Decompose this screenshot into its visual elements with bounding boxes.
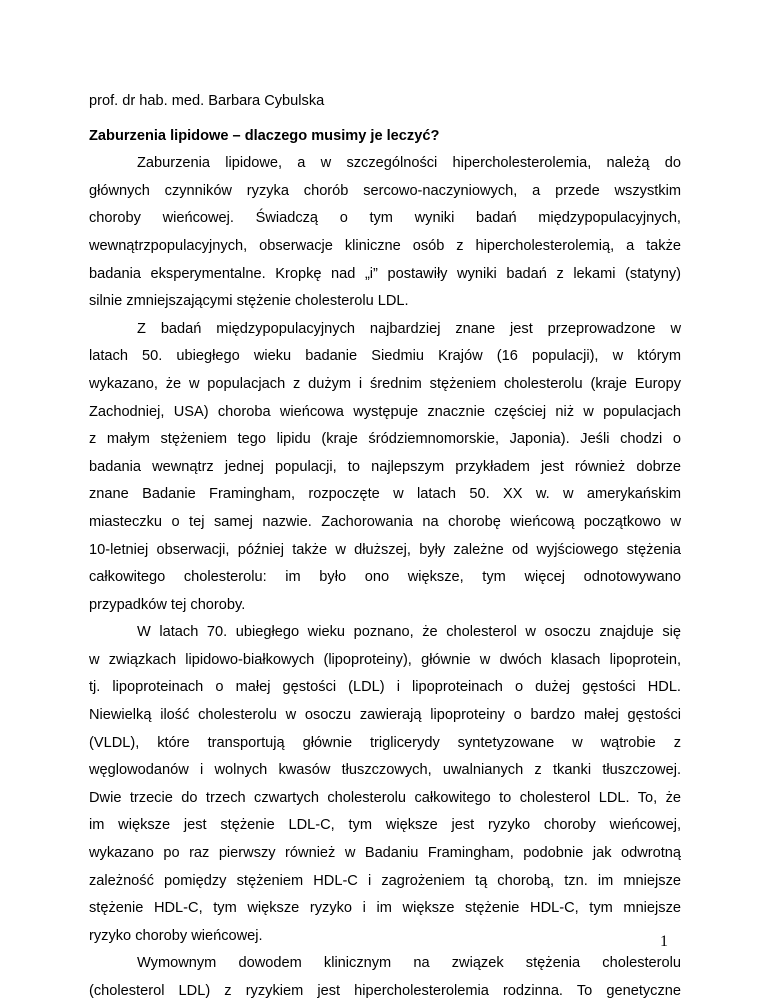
paragraph-line: latach 50. ubiegłego wieku badanie Siedmiu Krajów (16 populacji), w którym	[89, 348, 681, 365]
paragraph-line: choroby wieńcowej. Świadczą o tym wyniki badań międzypopulacyjnych,	[89, 210, 681, 227]
paragraph-line: węglowodanów i wolnych kwasów tłuszczowych, uwalnianych z tkanki tłuszczowej.	[89, 762, 681, 779]
paragraph-line: Niewielką ilość cholesterolu w osoczu zawierają lipoproteiny o bardzo małej gęstości	[89, 707, 681, 724]
paragraph-line: im większe jest stężenie LDL-C, tym większe jest ryzyko choroby wieńcowej,	[89, 817, 681, 834]
paragraph-1	[89, 150, 681, 316]
paragraph-line: Zachodniej, USA) choroba wieńcowa występuje znacznie częściej niż w populacjach	[89, 403, 681, 420]
paragraph-line: tj. lipoproteinach o małej gęstości (LDL) i lipoproteinach o dużej gęstości HDL.	[89, 679, 681, 696]
author-line: prof. dr hab. med. Barbara Cybulska	[89, 93, 325, 109]
paragraph-line: ryzyko choroby wieńcowej.	[89, 927, 263, 944]
page-number: 1	[660, 933, 668, 950]
paragraph-line: wewnątrzpopulacyjnych, obserwacje kliniczne osób z hipercholesterolemią, a także	[89, 237, 681, 254]
document-page	[89, 88, 681, 1006]
paragraph-line: Z badań międzypopulacyjnych najbardziej znane jest przeprowadzone w	[137, 320, 681, 337]
paragraph-line: badania eksperymentalne. Kropkę nad „i” postawiły wyniki badań z lekami (statyny)	[89, 265, 681, 282]
paragraph-line: 10-letniej obserwacji, później także w dłuższej, były zależne od wyjściowego stężenia	[89, 541, 681, 558]
paragraph-2	[89, 316, 681, 620]
paragraph-line: z małym stężeniem tego lipidu (kraje śródziemnomorskie, Japonia). Jeśli chodzi o	[89, 431, 681, 448]
paragraph-line: w związkach lipidowo-białkowych (lipoproteiny), głównie w dwóch klasach lipoprotein,	[89, 651, 681, 668]
paragraph-line: silnie zmniejszającymi stężenie cholesterolu LDL.	[89, 293, 409, 310]
paragraph-line: przypadków tej choroby.	[89, 596, 246, 613]
paragraph-line: głównych czynników ryzyka chorób sercowo-naczyniowych, a przede wszystkim	[89, 182, 681, 199]
paragraph-3	[89, 619, 681, 950]
paragraph-line: (cholesterol LDL) z ryzykiem jest hipercholesterolemia rodzinna. To genetyczne	[89, 983, 681, 999]
paragraph-line: całkowitego cholesterolu: im było ono większe, tym więcej odnotowywano	[89, 569, 681, 586]
paragraph-line: badania wewnątrz jednej populacji, to najlepszym przykładem jest również dobrze	[89, 458, 681, 475]
paragraph-line: (VLDL), które transportują głównie triglicerydy syntetyzowane w wątrobie z	[89, 734, 681, 751]
paragraph-line: miasteczku o tej samej nazwie. Zachorowania na chorobę wieńcową początkowo w	[89, 513, 681, 530]
paragraph-4	[89, 950, 681, 1005]
paragraph-line: zależność pomiędzy stężeniem HDL-C i zagrożeniem tą chorobą, tzn. im mniejsze	[89, 872, 681, 889]
paragraph-line: wykazano po raz pierwszy również w Badaniu Framingham, podobnie jak odwrotną	[89, 845, 681, 862]
spacer	[89, 116, 681, 123]
paragraph-line: stężenie HDL-C, tym większe ryzyko i im większe stężenie HDL-C, tym mniejsze	[89, 900, 681, 917]
paragraph-line: Wymownym dowodem klinicznym na związek stężenia cholesterolu	[137, 955, 681, 972]
paragraph-line: W latach 70. ubiegłego wieku poznano, że cholesterol w osoczu znajduje się	[137, 624, 681, 641]
paragraph-line: znane Badanie Framingham, rozpoczęte w latach 50. XX w. w amerykańskim	[89, 486, 681, 503]
paragraph-line: wykazano, że w populacjach z dużym i średnim stężeniem cholesterolu (kraje Europy	[89, 375, 681, 392]
paragraph-line: Dwie trzecie do trzech czwartych cholesterolu całkowitego to cholesterol LDL. To, że	[89, 789, 681, 806]
paragraph-line: Zaburzenia lipidowe, a w szczególności hipercholesterolemia, należą do	[137, 155, 681, 172]
section-heading: Zaburzenia lipidowe – dlaczego musimy je leczyć?	[89, 127, 440, 144]
